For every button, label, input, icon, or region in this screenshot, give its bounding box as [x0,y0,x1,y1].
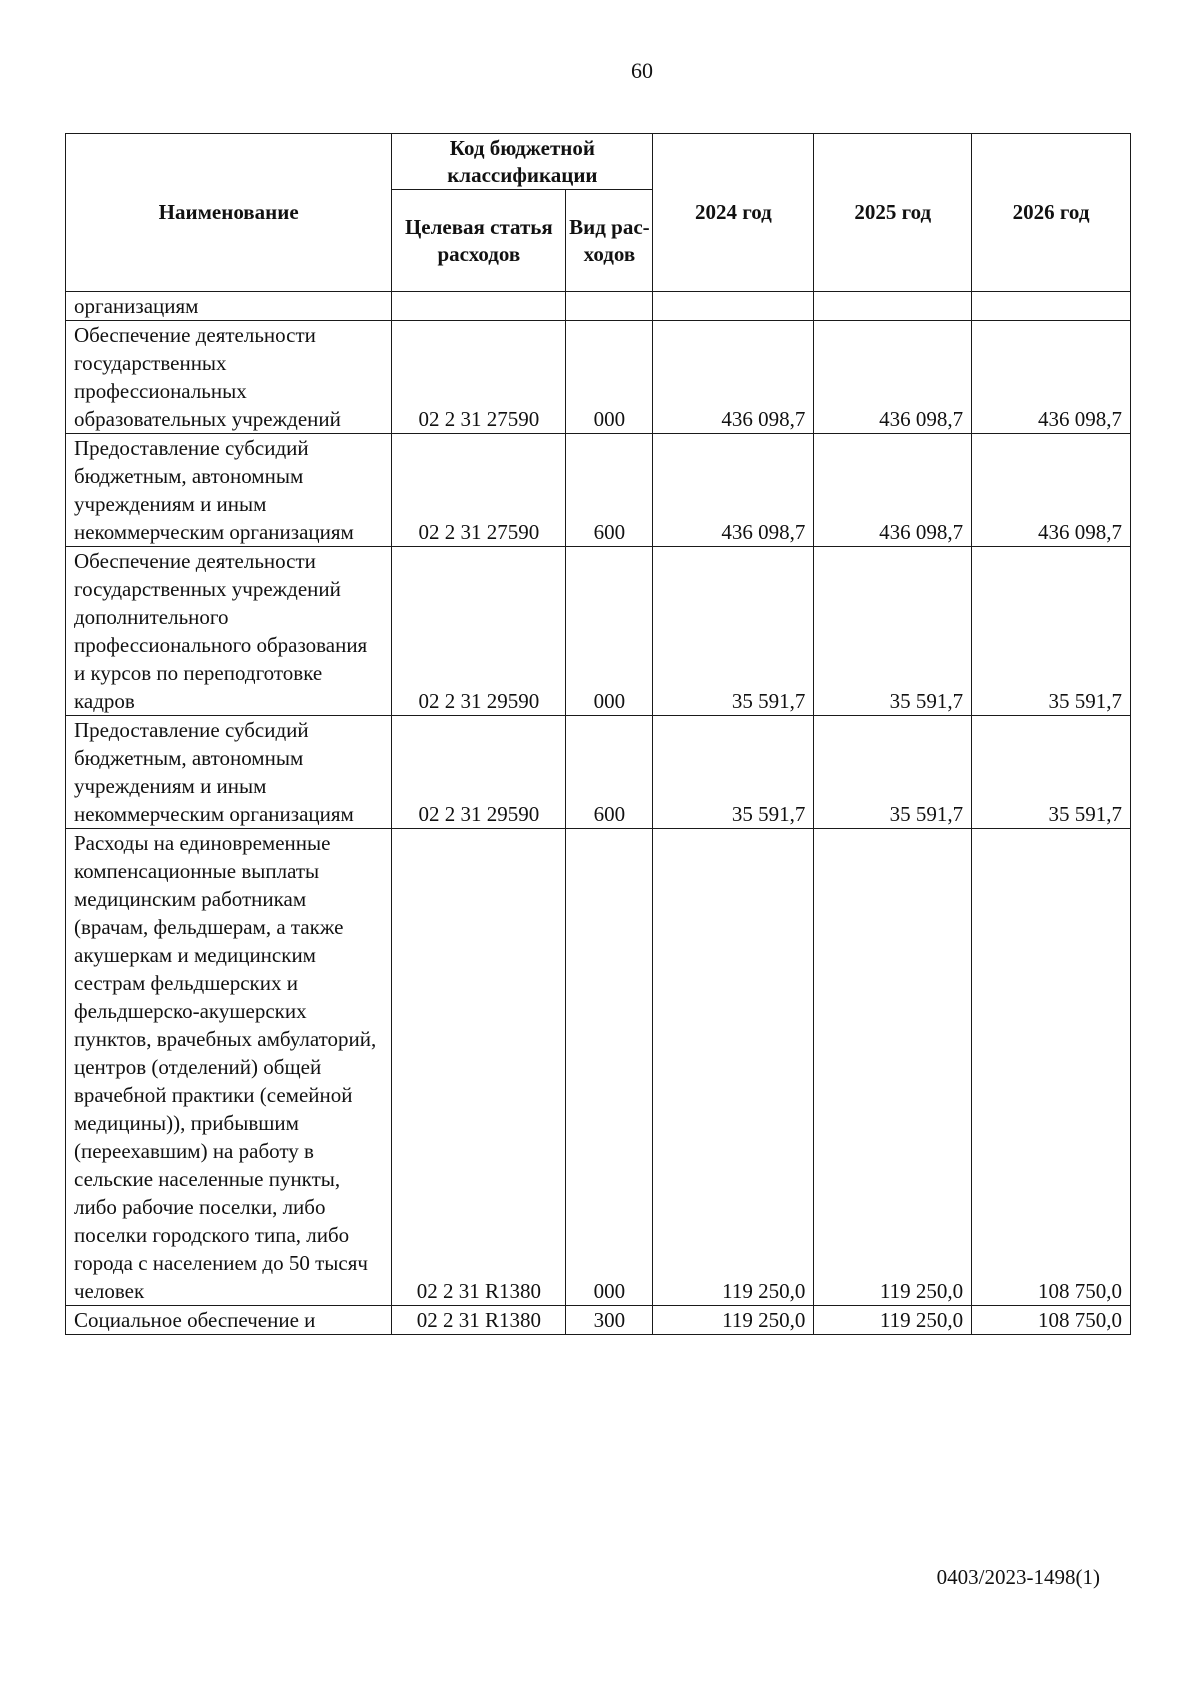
row-kind: 000 [566,321,653,434]
row-2025: 35 591,7 [814,716,972,829]
row-2025: 436 098,7 [814,434,972,547]
row-kind: 600 [566,716,653,829]
row-name: Расходы на единовременные компенсационные выплаты медицинским работникам (врачам, фельдшерам, а также акушеркам и медицинским сестрам фельдшерских и фельдшерско-акушерских пунктов, врачебных амбулаторий, центров (отделений) общей врачебной практики (семейной медицины)), прибывшим (переехавшим) на работу в сельские населенные пункты, либо рабочие поселки, либо поселки городского типа, либо города с населением до 50 тысяч человек [66,829,392,1306]
table-header [66,134,1131,292]
header-2026: 2026 год [972,134,1131,292]
table-row [66,434,1131,547]
row-2025: 119 250,0 [814,1306,972,1335]
header-2025: 2025 год [814,134,972,292]
header-expense-kind: Вид рас-ходов [566,190,653,292]
row-2026: 436 098,7 [972,321,1131,434]
row-kind: 600 [566,434,653,547]
row-2024: 436 098,7 [653,321,814,434]
row-name: Предоставление субсидий бюджетным, автономным учреждениям и иным некоммерческим организациям [66,434,392,547]
row-code: 02 2 31 R1380 [392,1306,566,1335]
row-kind: 000 [566,829,653,1306]
row-2024: 119 250,0 [653,829,814,1306]
row-name: Предоставление субсидий бюджетным, автономным учреждениям и иным некоммерческим организациям [66,716,392,829]
row-2025: 119 250,0 [814,829,972,1306]
row-kind: 300 [566,1306,653,1335]
header-code-group: Код бюджетной классификации [392,134,653,190]
row-code: 02 2 31 29590 [392,547,566,716]
row-kind: 000 [566,547,653,716]
row-2024: 119 250,0 [653,1306,814,1335]
row-name: Социальное обеспечение и [66,1306,392,1335]
row-kind [566,292,653,321]
row-2026: 108 750,0 [972,829,1131,1306]
row-name: Обеспечение деятельности государственных учреждений дополнительного профессионального образования и курсов по переподготовке кадров [66,547,392,716]
row-name: организациям [66,292,392,321]
row-code: 02 2 31 R1380 [392,829,566,1306]
budget-table [65,133,1131,1335]
row-2025: 436 098,7 [814,321,972,434]
table-row [66,321,1131,434]
table-row [66,292,1131,321]
row-2026: 35 591,7 [972,547,1131,716]
row-2026: 436 098,7 [972,434,1131,547]
page-number: 60 [631,58,653,83]
table-row [66,547,1131,716]
document-registration-code: 0403/2023-1498(1) [936,1565,1100,1589]
row-2024: 436 098,7 [653,434,814,547]
table-row [66,1306,1131,1335]
row-2026 [972,292,1131,321]
header-target-article: Целевая статья расходов [392,190,566,292]
row-2025: 35 591,7 [814,547,972,716]
row-2025 [814,292,972,321]
row-2026: 108 750,0 [972,1306,1131,1335]
row-2026: 35 591,7 [972,716,1131,829]
table-row [66,829,1131,1306]
header-name: Наименование [66,134,392,292]
row-2024: 35 591,7 [653,547,814,716]
row-code: 02 2 31 29590 [392,716,566,829]
row-code: 02 2 31 27590 [392,434,566,547]
row-name: Обеспечение деятельности государственных профессиональных образовательных учреждений [66,321,392,434]
header-2024: 2024 год [653,134,814,292]
row-code: 02 2 31 27590 [392,321,566,434]
row-2024 [653,292,814,321]
row-code [392,292,566,321]
row-2024: 35 591,7 [653,716,814,829]
table-row [66,716,1131,829]
